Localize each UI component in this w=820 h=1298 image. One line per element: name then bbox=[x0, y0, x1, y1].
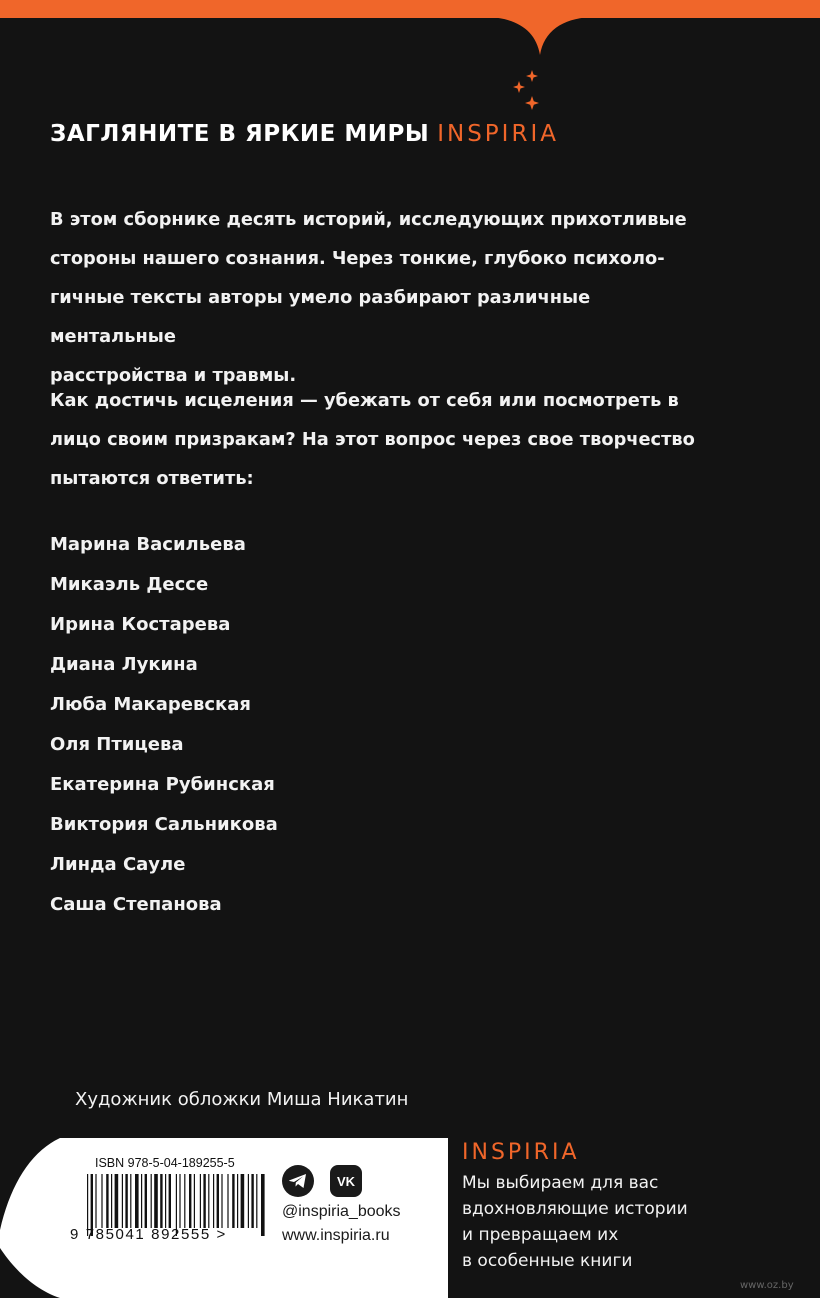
author-name: Марина Васильева bbox=[50, 534, 246, 555]
sparkles-icon bbox=[512, 70, 542, 112]
imprint-slogan bbox=[462, 1170, 688, 1274]
slogan-line: Мы выбираем для вас bbox=[462, 1173, 659, 1193]
text-line: Как достичь исцеления — убежать от себя или посмотреть в bbox=[50, 390, 679, 411]
text-line: В этом сборнике десять историй, исследующих прихотливые bbox=[50, 209, 687, 230]
slogan-line: и превращаем их bbox=[462, 1225, 619, 1245]
top-orange-bar bbox=[0, 0, 820, 18]
headline-brand: INSPIRIA bbox=[437, 121, 559, 147]
top-notch-decoration bbox=[490, 17, 590, 55]
text-line: лицо своим призракам? На этот вопрос через свое творчество bbox=[50, 429, 695, 450]
text-line: гичные тексты авторы умело разбирают различные ментальные bbox=[50, 287, 591, 347]
cover-artist-credit: Художник обложки Миша Никатин bbox=[75, 1089, 409, 1110]
slogan-line: в особенные книги bbox=[462, 1251, 633, 1271]
vk-icon[interactable] bbox=[330, 1165, 362, 1197]
text-line: расстройства и травмы. bbox=[50, 365, 297, 386]
panel-corner-decoration bbox=[0, 1138, 60, 1298]
author-name: Виктория Сальникова bbox=[50, 814, 278, 835]
svg-text:VK: VK bbox=[336, 1174, 356, 1189]
author-list bbox=[50, 525, 278, 925]
description-paragraph-2 bbox=[50, 381, 710, 498]
telegram-icon[interactable] bbox=[282, 1165, 314, 1197]
author-name: Люба Макаревская bbox=[50, 694, 251, 715]
author-name: Линда Сауле bbox=[50, 854, 186, 875]
description-paragraph-1 bbox=[50, 200, 710, 395]
author-name: Диана Лукина bbox=[50, 654, 198, 675]
author-name: Саша Степанова bbox=[50, 894, 222, 915]
text-line: пытаются ответить: bbox=[50, 468, 254, 489]
author-name: Микаэль Дессе bbox=[50, 574, 209, 595]
author-name: Ирина Костарева bbox=[50, 614, 231, 635]
headline-text: ЗАГЛЯНИТЕ В ЯРКИЕ МИРЫ bbox=[50, 121, 430, 147]
headline bbox=[50, 121, 559, 147]
watermark: www.oz.by bbox=[740, 1280, 794, 1291]
slogan-line: вдохновляющие истории bbox=[462, 1199, 688, 1219]
author-name: Оля Птицева bbox=[50, 734, 184, 755]
text-line: стороны нашего сознания. Через тонкие, глубоко психоло- bbox=[50, 248, 665, 269]
isbn-label: ISBN 978-5-04-189255-5 bbox=[95, 1156, 235, 1170]
website-link[interactable]: www.inspiria.ru bbox=[282, 1227, 390, 1244]
barcode-digits: 9 785041 892555 > bbox=[70, 1226, 227, 1243]
imprint-logo: INSPIRIA bbox=[462, 1140, 580, 1165]
author-name: Екатерина Рубинская bbox=[50, 774, 275, 795]
social-handle[interactable]: @inspiria_books bbox=[282, 1203, 401, 1220]
